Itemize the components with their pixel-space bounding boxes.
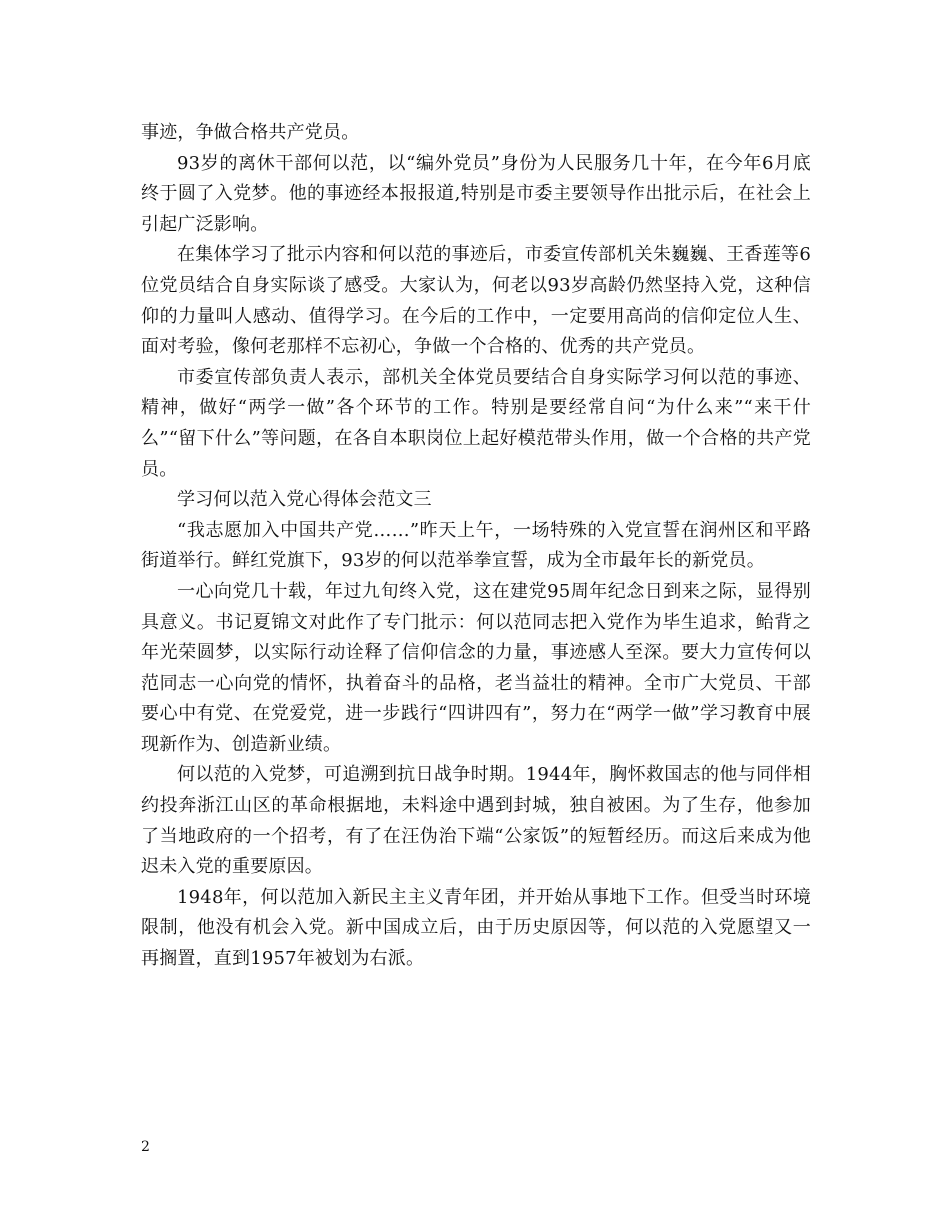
paragraph: 在集体学习了批示内容和何以范的事迹后，市委宣传部机关朱巍巍、王香莲等6位党员结合自身实际谈了感受。大家认为，何老以93岁高龄仍然坚持入党，这种信仰的力量叫人感动、值得学习。在今后的工作中，一定要用高尚的信仰定位人生、面对考验，像何老那样不忘初心，争做一个合格的、优秀的共产党员。 <box>141 244 811 358</box>
document-body <box>141 118 811 975</box>
paragraph: 一心向党几十载，年过九旬终入党，这在建党95周年纪念日到来之际，显得别具意义。书记夏锦文对此作了专门批示：何以范同志把入党作为毕生追求，鲐背之年光荣圆梦，以实际行动诠释了信仰信念的力量，事迹感人至深。要大力宣传何以范同志一心向党的情怀，执着奋斗的品格，老当益壮的精神。全市广大党员、干部要心中有党、在党爱党，进一步践行“四讲四有”，努力在“两学一做”学习教育中展现新作为、创造新业绩。 <box>141 580 811 755</box>
page-number: 2 <box>141 1139 150 1155</box>
paragraph: 93岁的离休干部何以范，以“编外党员”身份为人民服务几十年，在今年6月底终于圆了入党梦。他的事迹经本报报道,特别是市委主要领导作出批示后，在社会上引起广泛影响。 <box>141 152 811 235</box>
paragraph: 1948年，何以范加入新民主主义青年团，并开始从事地下工作。但受当时环境限制，他没有机会入党。新中国成立后，由于历史原因等，何以范的入党愿望又一再搁置，直到1957年被划为右派。 <box>141 886 811 970</box>
paragraph-continuation: 事迹，争做合格共产党员。 <box>141 122 360 143</box>
paragraph: “我志愿加入中国共产党……”昨天上午，一场特殊的入党宣誓在润州区和平路街道举行。鲜红党旗下，93岁的何以范举拳宣誓，成为全市最年长的新党员。 <box>141 519 811 572</box>
section-heading: 学习何以范入党心得体会范文三 <box>177 489 432 511</box>
paragraph: 市委宣传部负责人表示，部机关全体党员要结合自身实际学习何以范的事迹、精神，做好“两学一做”各个环节的工作。特别是要经常自问“为什么来”“来干什么”“留下什么”等问题，在各自本职岗位上起好模范带头作用，做一个合格的共产党员。 <box>141 366 811 480</box>
paragraph: 何以范的入党梦，可追溯到抗日战争时期。1944年，胸怀救国志的他与同伴相约投奔浙江山区的革命根据地，未料途中遇到封城，独自被困。为了生存，他参加了当地政府的一个招考，有了在汪伪治下端“公家饭”的短暂经历。而这后来成为他迟未入党的重要原因。 <box>141 764 811 878</box>
